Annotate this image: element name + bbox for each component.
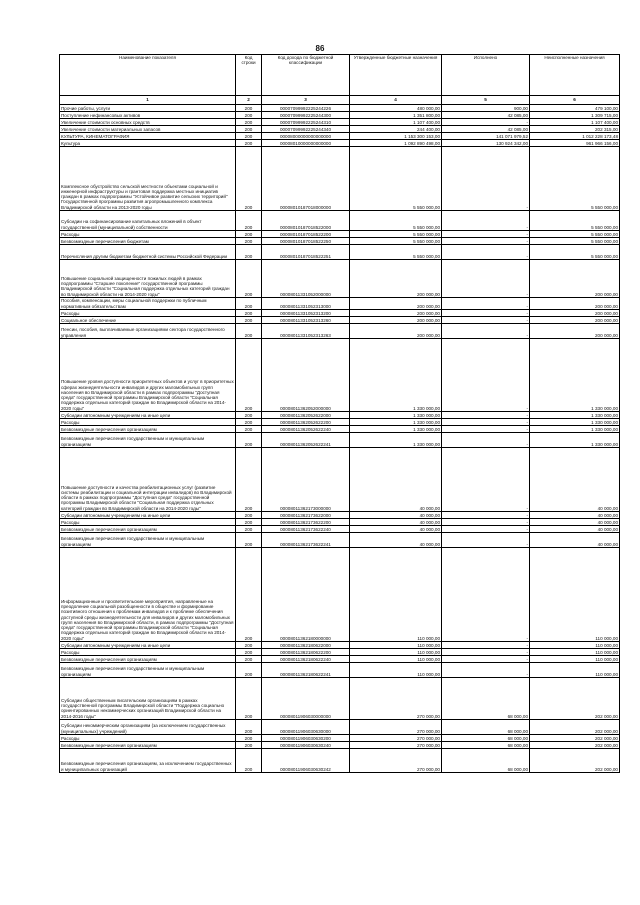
row-remaining: 1 107 400,00 xyxy=(530,119,620,126)
row-name: Безвозмездные перечисления государственным и муниципальным организациям xyxy=(60,663,236,678)
row-executed: - xyxy=(442,548,530,642)
row-approved: 200 000,00 xyxy=(350,317,442,324)
row-executed: - xyxy=(442,310,530,317)
table-row xyxy=(60,663,620,678)
table-row xyxy=(60,735,620,742)
row-remaining: 1 330 000,00 xyxy=(530,339,620,412)
row-income-code: 00008011362173000000 xyxy=(262,448,350,512)
row-approved: 200 000,00 xyxy=(350,310,442,317)
row-approved: 40 000,00 xyxy=(350,526,442,533)
row-approved: 40 000,00 xyxy=(350,519,442,526)
row-executed: - xyxy=(442,663,530,678)
table-row xyxy=(60,749,620,773)
row-remaining: 110 000,00 xyxy=(530,548,620,642)
row-executed: - xyxy=(442,339,530,412)
header-code-line: Код строки xyxy=(236,55,262,96)
row-income-code: 00008011362180000000 xyxy=(262,548,350,642)
table-row xyxy=(60,426,620,433)
row-remaining: 1 330 000,00 xyxy=(530,426,620,433)
table-row xyxy=(60,324,620,339)
row-approved: 270 000,00 xyxy=(350,678,442,720)
table-row xyxy=(60,419,620,426)
table-row xyxy=(60,310,620,317)
row-remaining: 40 000,00 xyxy=(530,448,620,512)
row-approved: 1 330 000,00 xyxy=(350,433,442,448)
row-line-code: 200 xyxy=(236,339,262,412)
row-approved: 5 550 000,00 xyxy=(350,245,442,260)
row-approved: 1 153 300 153,00 xyxy=(350,133,442,140)
row-line-code: 200 xyxy=(236,512,262,519)
row-remaining: 1 309 715,00 xyxy=(530,112,620,119)
row-line-code: 200 xyxy=(236,533,262,548)
row-remaining: 40 000,00 xyxy=(530,519,620,526)
row-line-code: 200 xyxy=(236,133,262,140)
row-executed: - xyxy=(442,147,530,211)
row-approved: 1 330 000,00 xyxy=(350,412,442,419)
row-approved: 1 330 000,00 xyxy=(350,419,442,426)
row-line-code: 200 xyxy=(236,211,262,231)
column-number: 4 xyxy=(350,96,442,105)
row-approved: 110 000,00 xyxy=(350,548,442,642)
row-remaining: 202 315,00 xyxy=(530,126,620,133)
row-name: Безвозмездные перечисления организациям, за исключением государственных и муниципальных организаций xyxy=(60,749,236,773)
row-income-code: 00008011362173622200 xyxy=(262,519,350,526)
row-line-code: 200 xyxy=(236,720,262,735)
row-line-code: 200 xyxy=(236,433,262,448)
row-name: Пенсии, пособия, выплачиваемые организациями сектора государственного управления xyxy=(60,324,236,339)
row-name: Расходы xyxy=(60,419,236,426)
table-row xyxy=(60,339,620,412)
row-name: Культура xyxy=(60,140,236,147)
row-remaining: 5 550 000,00 xyxy=(530,238,620,245)
row-line-code: 200 xyxy=(236,245,262,260)
row-approved: 40 000,00 xyxy=(350,533,442,548)
row-remaining: 479 100,00 xyxy=(530,105,620,112)
row-line-code: 200 xyxy=(236,298,262,310)
table-row xyxy=(60,126,620,133)
header-executed: Исполнено xyxy=(442,55,530,96)
row-name: КУЛЬТУРА, КИНЕМАТОГРАФИЯ xyxy=(60,133,236,140)
table-row xyxy=(60,656,620,663)
row-name: Увеличение стоимости основных средств xyxy=(60,119,236,126)
row-income-code: 00008011906030000000 xyxy=(262,678,350,720)
row-income-code: 00008010000000000000 xyxy=(262,140,350,147)
row-remaining: 202 000,00 xyxy=(530,735,620,742)
row-executed: - xyxy=(442,526,530,533)
row-remaining: 110 000,00 xyxy=(530,656,620,663)
row-name: Прочие работы, услуги xyxy=(60,105,236,112)
row-line-code: 200 xyxy=(236,112,262,119)
page-number: 86 xyxy=(315,44,325,53)
row-line-code: 200 xyxy=(236,412,262,419)
row-remaining: 110 000,00 xyxy=(530,663,620,678)
row-name: Безвозмездные перечисления организациям xyxy=(60,426,236,433)
row-name: Пособия, компенсации, меры социальной поддержки по публичным нормативным обязательствам xyxy=(60,298,236,310)
header-row xyxy=(60,55,620,96)
row-name: Расходы xyxy=(60,519,236,526)
row-executed: - xyxy=(442,656,530,663)
row-line-code: 200 xyxy=(236,317,262,324)
row-executed: 900,00 xyxy=(442,105,530,112)
table-row xyxy=(60,412,620,419)
row-approved: 1 330 000,00 xyxy=(350,426,442,433)
row-remaining: 202 000,00 xyxy=(530,720,620,735)
table-row xyxy=(60,512,620,519)
row-remaining: 200 000,00 xyxy=(530,298,620,310)
row-name: Субсидии общественным писательским организациям в рамках государственной программы Владимирской области "Поддержка социально ориентированных некоммерческих организаций Владимирской области на 2014-2016 годы" xyxy=(60,678,236,720)
row-line-code: 200 xyxy=(236,324,262,339)
row-executed: - xyxy=(442,426,530,433)
row-income-code: 00008011362180622200 xyxy=(262,649,350,656)
row-approved: 1 330 000,00 xyxy=(350,339,442,412)
table-row xyxy=(60,112,620,119)
row-income-code: 00007099992225244340 xyxy=(262,126,350,133)
row-executed: 130 924 342,00 xyxy=(442,140,530,147)
column-number: 2 xyxy=(236,96,262,105)
row-approved: 110 000,00 xyxy=(350,663,442,678)
row-income-code: 00008011331052313000 xyxy=(262,298,350,310)
row-remaining: 200 000,00 xyxy=(530,260,620,298)
row-executed: - xyxy=(442,519,530,526)
row-approved: 5 550 000,00 xyxy=(350,231,442,238)
row-line-code: 200 xyxy=(236,663,262,678)
row-line-code: 200 xyxy=(236,656,262,663)
row-income-code: 00008011331052313260 xyxy=(262,317,350,324)
row-executed: - xyxy=(442,649,530,656)
row-name: Безвозмездные перечисления организациям xyxy=(60,526,236,533)
row-remaining: 110 000,00 xyxy=(530,649,620,656)
row-line-code: 200 xyxy=(236,419,262,426)
table-row xyxy=(60,105,620,112)
row-line-code: 200 xyxy=(236,678,262,720)
row-executed: - xyxy=(442,433,530,448)
row-executed: - xyxy=(442,231,530,238)
row-line-code: 200 xyxy=(236,742,262,749)
row-approved: 1 107 400,00 xyxy=(350,119,442,126)
table-row xyxy=(60,119,620,126)
row-line-code: 200 xyxy=(236,147,262,211)
row-name: Информационные и просветительские мероприятия, направленные на преодоление социальной разобщенности в обществе и формирование позитивного отношения к проблемам инвалидов и к проблеме обеспечения доступной среды жизнедеятельности для инвалидов и других маломобильных групп населения во Владимирской области, в рамках подпрограммы "Доступная среда" государственной программы Владимирской области "Социальная поддержка отдельных категорий граждан во Владимирской области на 2014-2020 годы" xyxy=(60,548,236,642)
row-approved: 270 000,00 xyxy=(350,720,442,735)
row-name: Субсидии на софинансирование капитальных вложений в объект государственной (муниципальной) собственности xyxy=(60,211,236,231)
row-remaining: 202 000,00 xyxy=(530,749,620,773)
row-approved: 270 000,00 xyxy=(350,735,442,742)
row-income-code: 00008010187018522200 xyxy=(262,231,350,238)
row-executed: 68 000,00 xyxy=(442,735,530,742)
row-approved: 5 550 000,00 xyxy=(350,211,442,231)
row-income-code: 00008011362180622000 xyxy=(262,642,350,649)
row-name: Повышение доступности и качества реабилитационных услуг (развитие системы реабилитации и социальной интеграции инвалидов) во Владимирской области в рамках подпрограммы "Доступная среда" государственной программы Владимирской области "Социальная поддержка отдельных категорий граждан во Владимирской области на 2014-2020 годы" xyxy=(60,448,236,512)
row-approved: 200 000,00 xyxy=(350,324,442,339)
row-name: Субсидии автономным учреждениям на иные цели xyxy=(60,412,236,419)
row-remaining: 40 000,00 xyxy=(530,526,620,533)
row-executed: - xyxy=(442,317,530,324)
row-remaining: 5 550 000,00 xyxy=(530,245,620,260)
row-name: Безвозмездные перечисления организациям xyxy=(60,656,236,663)
row-income-code: 00008010187018522250 xyxy=(262,238,350,245)
row-line-code: 200 xyxy=(236,548,262,642)
table-row xyxy=(60,133,620,140)
column-number: 1 xyxy=(60,96,236,105)
table-row xyxy=(60,742,620,749)
column-number-row xyxy=(60,96,620,105)
row-name: Комплексное обустройство сельской местности объектами социальной и инженерной инфраструктуры и грантовая поддержка местных инициатив граждан в рамках подпрограммы "Устойчивое развитие сельских территорий" Государственной программы развития агропромышленного комплекса Владимирской области на 2013-2020 годы xyxy=(60,147,236,211)
row-income-code: 00008011362173622000 xyxy=(262,512,350,519)
row-income-code: 00007099992225244300 xyxy=(262,112,350,119)
table-row xyxy=(60,678,620,720)
table-row xyxy=(60,140,620,147)
row-executed: - xyxy=(442,211,530,231)
row-name: Поступление нефинансовых активов xyxy=(60,112,236,119)
row-approved: 110 000,00 xyxy=(350,642,442,649)
row-line-code: 200 xyxy=(236,126,262,133)
row-approved: 270 000,00 xyxy=(350,749,442,773)
table-row xyxy=(60,519,620,526)
row-name: Безвозмездные перечисления государственным и муниципальным организациям xyxy=(60,533,236,548)
table-row xyxy=(60,211,620,231)
row-line-code: 200 xyxy=(236,238,262,245)
table-row xyxy=(60,231,620,238)
row-remaining: 1 330 000,00 xyxy=(530,412,620,419)
column-number: 5 xyxy=(442,96,530,105)
row-income-code: 00008011362173622241 xyxy=(262,533,350,548)
row-income-code: 00007099992225244310 xyxy=(262,119,350,126)
row-executed: 68 000,00 xyxy=(442,720,530,735)
row-income-code: 00008011906030630240 xyxy=(262,742,350,749)
table-row xyxy=(60,642,620,649)
table-row xyxy=(60,548,620,642)
row-name: Безвозмездные перечисления бюджетам xyxy=(60,238,236,245)
row-income-code: 00008011331052313263 xyxy=(262,324,350,339)
row-executed: - xyxy=(442,298,530,310)
row-remaining: 202 000,00 xyxy=(530,742,620,749)
row-income-code: 00008011362180622241 xyxy=(262,663,350,678)
row-line-code: 200 xyxy=(236,260,262,298)
row-income-code: 00008011906030630000 xyxy=(262,720,350,735)
table-row xyxy=(60,533,620,548)
header-unexecuted: Неисполненные назначения xyxy=(530,55,620,96)
row-executed: 68 000,00 xyxy=(442,742,530,749)
row-name: Расходы xyxy=(60,649,236,656)
row-executed: - xyxy=(442,533,530,548)
row-approved: 200 000,00 xyxy=(350,298,442,310)
row-income-code: 00008011362173622240 xyxy=(262,526,350,533)
row-name: Перечисления другим бюджетам бюджетной системы Российской Федерации xyxy=(60,245,236,260)
row-approved: 40 000,00 xyxy=(350,512,442,519)
row-line-code: 200 xyxy=(236,735,262,742)
row-approved: 270 000,00 xyxy=(350,742,442,749)
row-approved: 5 550 000,00 xyxy=(350,238,442,245)
row-name: Повышение социальной защищенности пожилых людей в рамках подпрограммы "Старшее поколение" государственной программы Владимирской области "Социальная поддержка отдельных категорий граждан во Владимирской области на 2014-2020 годы" xyxy=(60,260,236,298)
table-row xyxy=(60,720,620,735)
row-name: Субсидии некоммерческим организациям (за исключением государственных (муниципальных) учреждений) xyxy=(60,720,236,735)
row-remaining: 5 550 000,00 xyxy=(530,147,620,211)
row-income-code: 00008011362052622200 xyxy=(262,419,350,426)
row-executed: - xyxy=(442,119,530,126)
table-row xyxy=(60,433,620,448)
row-line-code: 200 xyxy=(236,649,262,656)
row-executed: - xyxy=(442,642,530,649)
row-remaining: 1 330 000,00 xyxy=(530,419,620,426)
row-remaining: 40 000,00 xyxy=(530,533,620,548)
row-line-code: 200 xyxy=(236,310,262,317)
row-line-code: 200 xyxy=(236,519,262,526)
table-row xyxy=(60,147,620,211)
row-remaining: 40 000,00 xyxy=(530,512,620,519)
budget-report-table xyxy=(59,54,620,773)
table-row xyxy=(60,298,620,310)
row-remaining: 200 000,00 xyxy=(530,317,620,324)
row-income-code: 00008010187018000000 xyxy=(262,147,350,211)
row-remaining: 5 550 000,00 xyxy=(530,211,620,231)
table-row xyxy=(60,448,620,512)
column-number: 6 xyxy=(530,96,620,105)
row-approved: 1 092 890 498,00 xyxy=(350,140,442,147)
row-executed: 42 085,00 xyxy=(442,112,530,119)
row-line-code: 200 xyxy=(236,448,262,512)
row-income-code: 00008011362052622000 xyxy=(262,412,350,419)
header-approved: Утвержденные бюджетные назначения xyxy=(350,55,442,96)
row-remaining: 1 012 228 173,48 xyxy=(530,133,620,140)
row-income-code: 00008010187018522000 xyxy=(262,211,350,231)
row-executed: - xyxy=(442,448,530,512)
row-income-code: 00008011906030630200 xyxy=(262,735,350,742)
row-executed: 141 071 979,52 xyxy=(442,133,530,140)
row-income-code: 00008011362052622240 xyxy=(262,426,350,433)
row-remaining: 110 000,00 xyxy=(530,642,620,649)
row-name: Безвозмездные перечисления государственным и муниципальным организациям xyxy=(60,433,236,448)
row-income-code: 00008011362052622241 xyxy=(262,433,350,448)
row-name: Расходы xyxy=(60,310,236,317)
row-income-code: 00007099992225244226 xyxy=(262,105,350,112)
row-remaining: 961 966 156,00 xyxy=(530,140,620,147)
row-approved: 480 000,00 xyxy=(350,105,442,112)
row-executed: 68 000,00 xyxy=(442,678,530,720)
table-row xyxy=(60,649,620,656)
row-remaining: 5 550 000,00 xyxy=(530,231,620,238)
row-remaining: 200 000,00 xyxy=(530,324,620,339)
row-remaining: 200 000,00 xyxy=(530,310,620,317)
row-approved: 40 000,00 xyxy=(350,448,442,512)
table-row xyxy=(60,238,620,245)
row-line-code: 200 xyxy=(236,642,262,649)
header-name: Наименование показателя xyxy=(60,55,236,96)
row-income-code: 00008011331052313200 xyxy=(262,310,350,317)
row-executed: - xyxy=(442,245,530,260)
column-number: 3 xyxy=(262,96,350,105)
row-line-code: 200 xyxy=(236,140,262,147)
row-remaining: 1 330 000,00 xyxy=(530,433,620,448)
row-approved: 110 000,00 xyxy=(350,649,442,656)
row-name: Расходы xyxy=(60,735,236,742)
row-line-code: 200 xyxy=(236,119,262,126)
row-name: Безвозмездные перечисления организациям xyxy=(60,742,236,749)
row-name: Социальное обеспечение xyxy=(60,317,236,324)
row-executed: - xyxy=(442,324,530,339)
table-row xyxy=(60,317,620,324)
row-executed: - xyxy=(442,419,530,426)
row-approved: 110 000,00 xyxy=(350,656,442,663)
row-name: Субсидии автономным учреждениям на иные цели xyxy=(60,512,236,519)
row-line-code: 200 xyxy=(236,105,262,112)
row-line-code: 200 xyxy=(236,426,262,433)
row-line-code: 200 xyxy=(236,526,262,533)
row-income-code: 00008011906030630242 xyxy=(262,749,350,773)
row-income-code: 00008011362180622240 xyxy=(262,656,350,663)
row-approved: 200 000,00 xyxy=(350,260,442,298)
row-name: Расходы xyxy=(60,231,236,238)
row-name: Увеличение стоимости материальных запасов xyxy=(60,126,236,133)
row-name: Субсидии автономным учреждениям на иные цели xyxy=(60,642,236,649)
row-remaining: 202 000,00 xyxy=(530,678,620,720)
row-income-code: 00008011331052000000 xyxy=(262,260,350,298)
row-executed: - xyxy=(442,260,530,298)
row-executed: - xyxy=(442,412,530,419)
row-income-code: 00008010187018522251 xyxy=(262,245,350,260)
row-income-code: 00008011362052000000 xyxy=(262,339,350,412)
row-executed: - xyxy=(442,238,530,245)
table-row xyxy=(60,526,620,533)
header-code-income: Код дохода по бюджетной классификации xyxy=(262,55,350,96)
table-row xyxy=(60,260,620,298)
row-name: Повышение уровня доступности приоритетных объектов и услуг в приоритетных сферах жизнедеятельности инвалидов и других маломобильных групп населения во Владимирской области в рамках подпрограммы "Доступная среда" государственной программы Владимирской области "Социальная поддержка отдельных категорий граждан во Владимирской области на 2014-2020 годы" xyxy=(60,339,236,412)
row-approved: 1 351 800,00 xyxy=(350,112,442,119)
row-executed: - xyxy=(442,512,530,519)
row-executed: 68 000,00 xyxy=(442,749,530,773)
row-line-code: 200 xyxy=(236,749,262,773)
table-row xyxy=(60,245,620,260)
row-executed: 42 085,00 xyxy=(442,126,530,133)
row-approved: 244 400,00 xyxy=(350,126,442,133)
row-line-code: 200 xyxy=(236,231,262,238)
row-approved: 5 550 000,00 xyxy=(350,147,442,211)
row-income-code: 00008000000000000000 xyxy=(262,133,350,140)
